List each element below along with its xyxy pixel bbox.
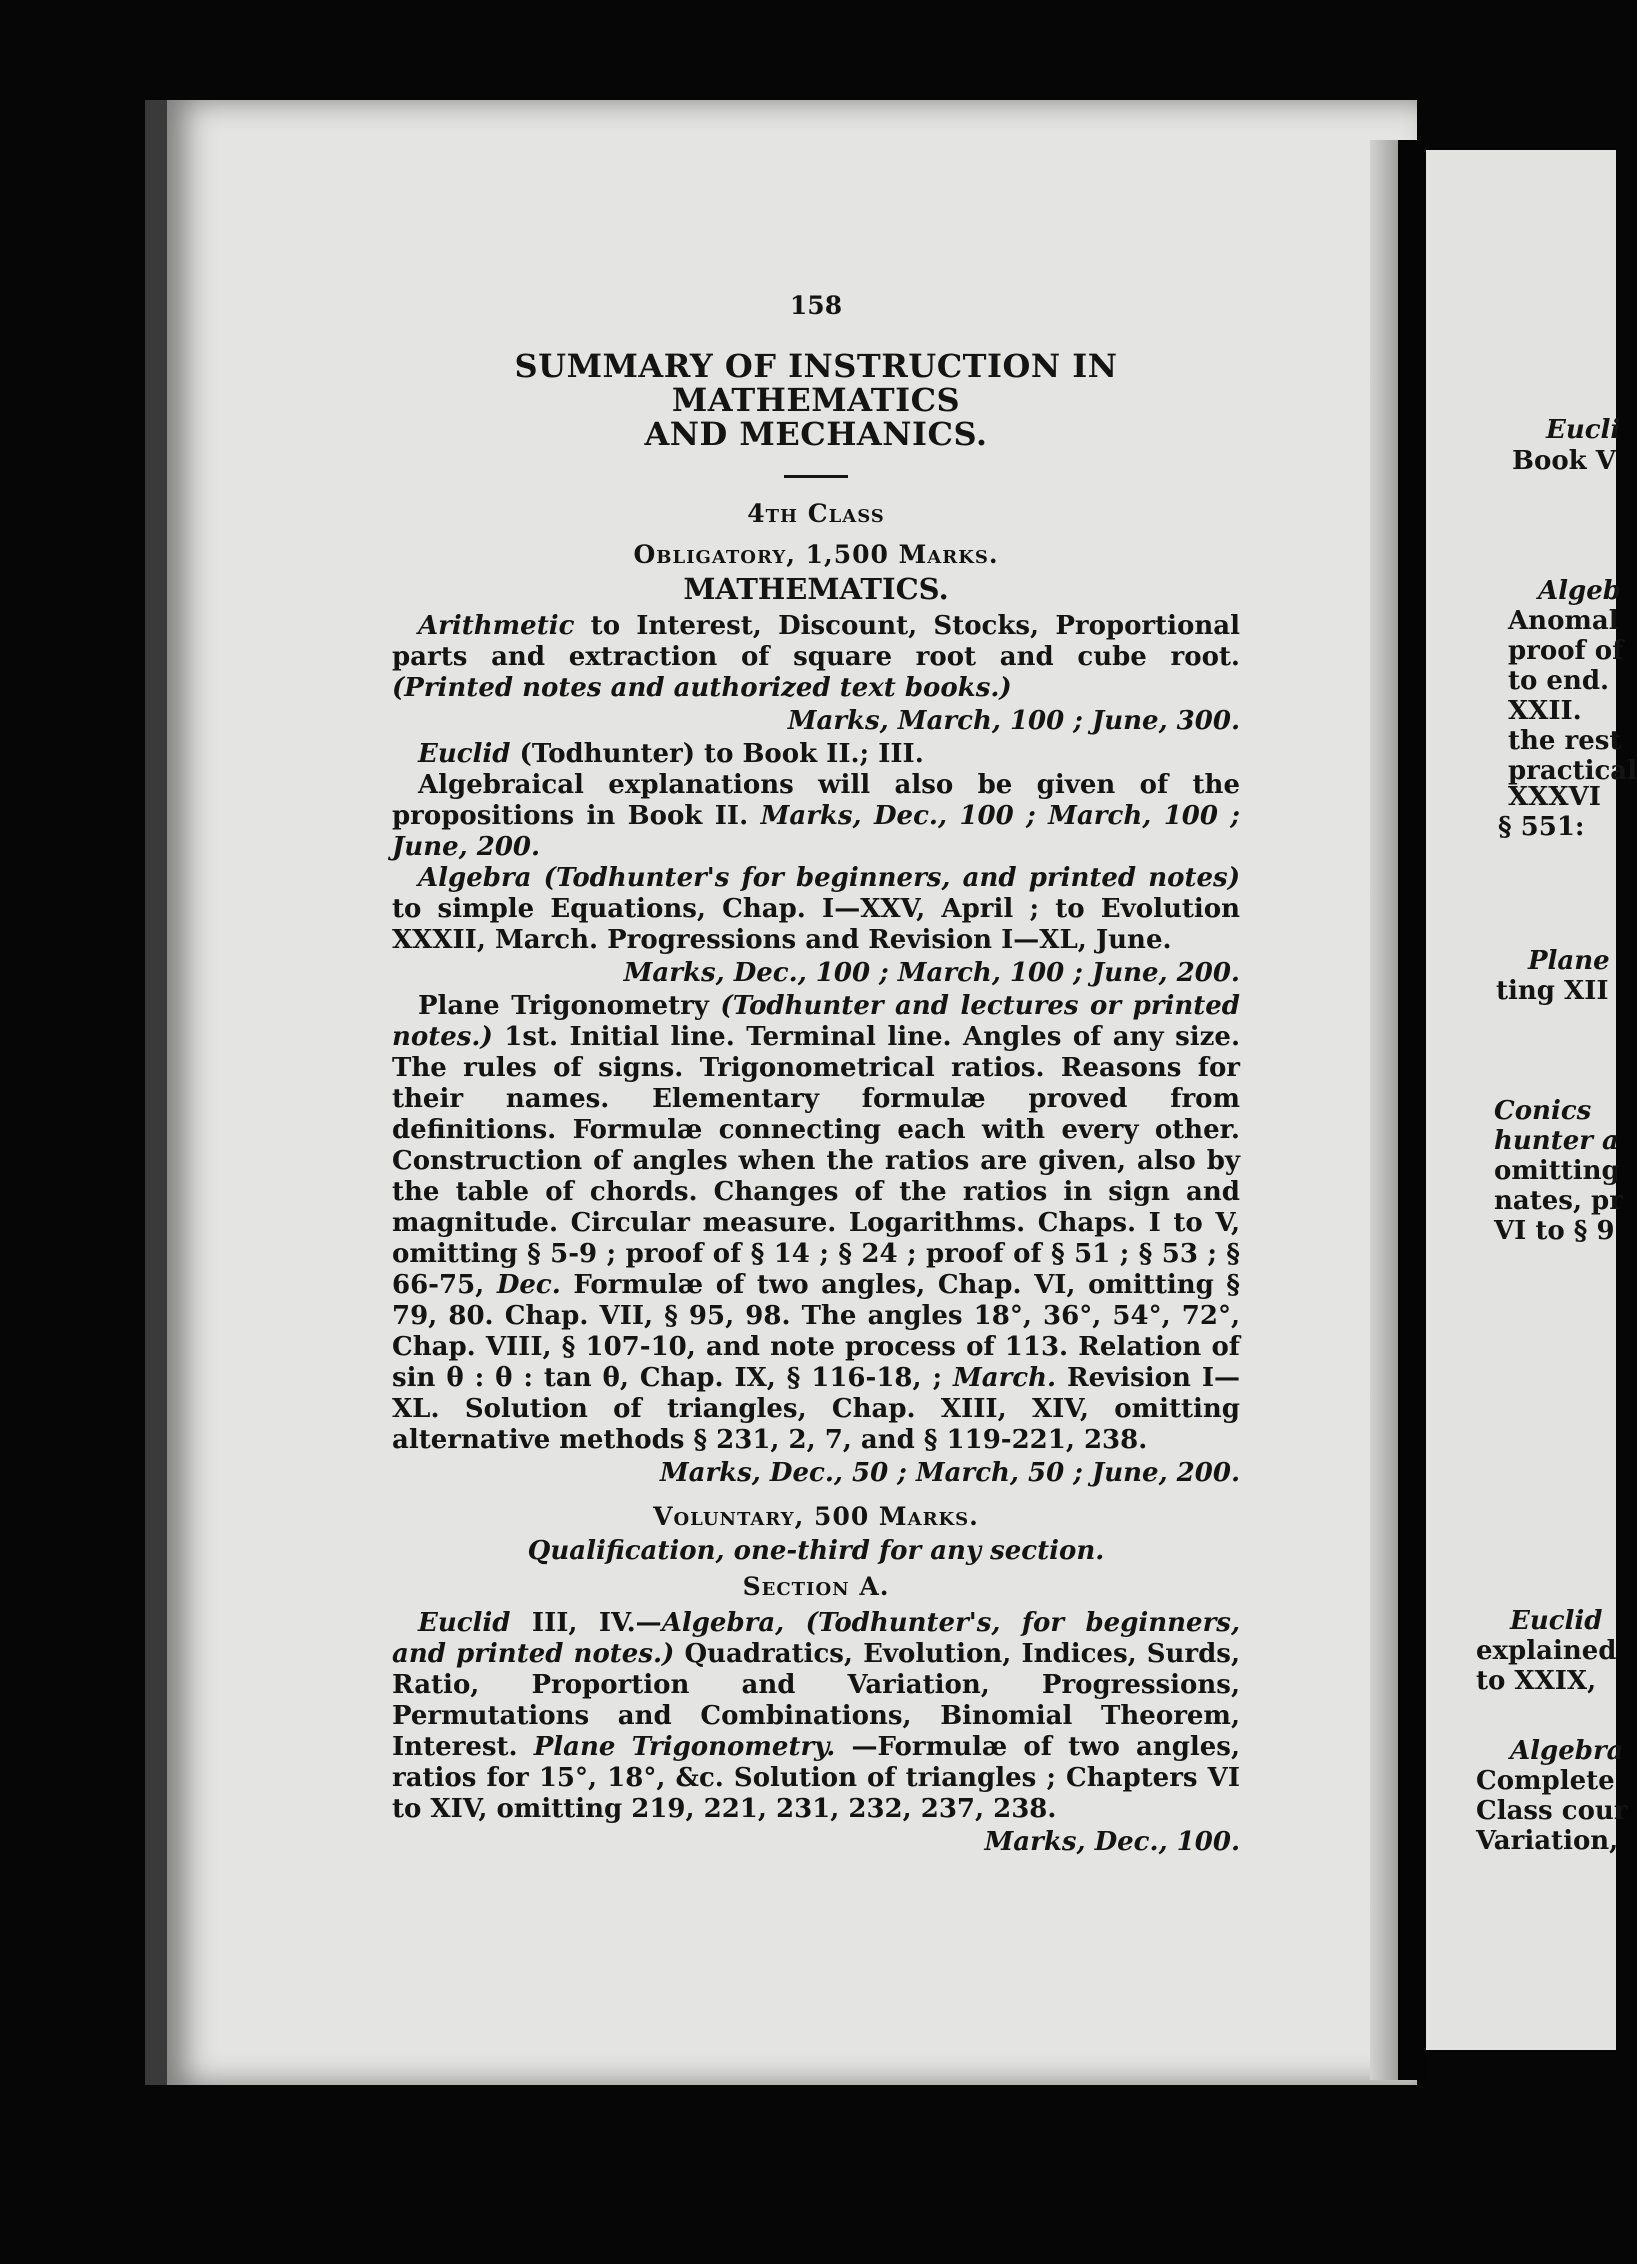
- qualification-note: Qualification, one-third for any section.: [527, 1536, 1105, 1566]
- right-fragment: Class cour: [1476, 1796, 1628, 1826]
- euclid-paragraph: Euclid (Todhunter) to Book II.; III.: [418, 739, 924, 769]
- title-rule: [784, 475, 848, 478]
- right-fragment: hunter a: [1494, 1126, 1619, 1156]
- right-fragment: Euclid: [1510, 1606, 1603, 1636]
- right-fragment: to end.: [1508, 666, 1610, 696]
- right-fragment: nates, pr: [1494, 1186, 1623, 1216]
- right-fragment: XXXVI: [1508, 782, 1601, 812]
- trigonometry-marks: Marks, Dec., 50 ; March, 50 ; June, 200.: [659, 1458, 1240, 1488]
- section-a-heading: Section A.: [742, 1572, 890, 1601]
- right-fragment: explained: [1476, 1636, 1617, 1666]
- subject-heading: MATHEMATICS.: [683, 572, 949, 606]
- right-fragment: Eucli: [1546, 415, 1621, 445]
- voluntary-heading: Voluntary, 500 Marks.: [653, 1502, 979, 1531]
- book-gutter: [1398, 140, 1426, 2080]
- title-line-1: SUMMARY OF INSTRUCTION IN MATHEMATICS: [514, 347, 1118, 419]
- right-fragment: the rest: [1508, 726, 1622, 756]
- right-fragment: to XXIX,: [1476, 1666, 1597, 1696]
- arithmetic-paragraph: Arithmetic to Interest, Discount, Stocks, Proportional parts and extraction of square root and cube root. (Printed notes and authorized text books.): [392, 611, 1240, 703]
- right-fragment: omitting: [1494, 1156, 1620, 1186]
- right-fragment: VI to § 9: [1494, 1216, 1615, 1246]
- right-fragment: Conics: [1494, 1096, 1592, 1126]
- section-a-paragraph: Euclid III, IV.—Algebra, (Todhunter's, for beginners, and printed notes.) Quadratics, Evolution, Indices, Surds, Ratio, Proportion and Variation, Progressions, Permutations and Combinations, Binomial Theorem, Interest. Plane Trigonometry. —Formulæ of two angles, ratios for 15°, 18°, &c. Solution of triangles ; Chapters VI to XIV, omitting 219, 221, 231, 232, 237, 238.: [392, 1608, 1240, 1824]
- right-fragment: Algeb: [1538, 576, 1621, 606]
- trigonometry-paragraph: Plane Trigonometry (Todhunter and lectures or printed notes.) 1st. Initial line. Terminal line. Angles of any size. The rules of signs. Trigonometrical ratios. Reasons for their names. Elementary formulæ proved from definitions. Formulæ connecting each with every other. Construction of angles when the ratios are given, also by the table of chords. Changes of the ratios in sign and magnitude. Circular measure. Logarithms. Chaps. I to V, omitting § 5-9 ; proof of § 14 ; § 24 ; proof of § 51 ; § 53 ; § 66-75, Dec. Formulæ of two angles, Chap. VI, omitting § 79, 80. Chap. VII, § 95, 98. The angles 18°, 36°, 54°, 72°, Chap. VIII, § 107-10, and note process of 113. Relation of sin θ : θ : tan θ, Chap. IX, § 116-18, ; March. Revision I—XL. Solution of triangles, Chap. XIII, XIV, omitting alternative methods § 231, 2, 7, and § 119-221, 238.: [392, 991, 1240, 1455]
- right-fragment: Book V: [1512, 446, 1616, 476]
- page-number: 158: [789, 291, 843, 320]
- right-fragment: proof of: [1508, 636, 1624, 666]
- arithmetic-label: Arithmetic: [418, 611, 575, 641]
- book-page-right: [1426, 150, 1637, 2050]
- obligatory-heading: Obligatory, 1,500 Marks.: [633, 540, 999, 569]
- title-line-2: AND MECHANICS.: [644, 415, 988, 453]
- right-fragment: XXII.: [1508, 696, 1582, 726]
- right-fragment: Algebra: [1510, 1736, 1624, 1766]
- algebra-label: Algebra: [418, 863, 532, 893]
- algebra-marks: Marks, Dec., 100 ; March, 100 ; June, 200.: [623, 958, 1240, 988]
- right-fragment: ting XII: [1496, 976, 1609, 1006]
- arithmetic-marks: Marks, March, 100 ; June, 300.: [787, 706, 1240, 736]
- right-fragment: Plane: [1528, 946, 1610, 976]
- page-title: [392, 349, 1240, 451]
- right-fragment: practical: [1508, 756, 1637, 786]
- section-a-marks: Marks, Dec., 100.: [984, 1827, 1240, 1857]
- page-text: [392, 290, 1240, 1860]
- page-fold: [1370, 140, 1400, 2080]
- euclid-marks: Marks, Dec., 100 ; March, 100 ; June, 200.: [392, 801, 1241, 862]
- euclid-explanation: Algebraical explanations will also be given of the propositions in Book II. Marks, Dec., 100 ; March, 100 ; June, 200.: [392, 770, 1241, 862]
- right-fragment: Complete: [1476, 1766, 1615, 1796]
- right-fragment: Anomal: [1508, 606, 1619, 636]
- euclid-label: Euclid: [418, 739, 511, 769]
- class-heading: 4th Class: [747, 499, 885, 528]
- algebra-paragraph: Algebra (Todhunter's for beginners, and printed notes) to simple Equations, Chap. I—XXV, April ; to Evolution XXXII, March. Progressions and Revision I—XL, June.: [392, 863, 1240, 955]
- right-fragment: § 551:: [1498, 812, 1585, 842]
- right-fragment: Variation,: [1476, 1826, 1619, 1856]
